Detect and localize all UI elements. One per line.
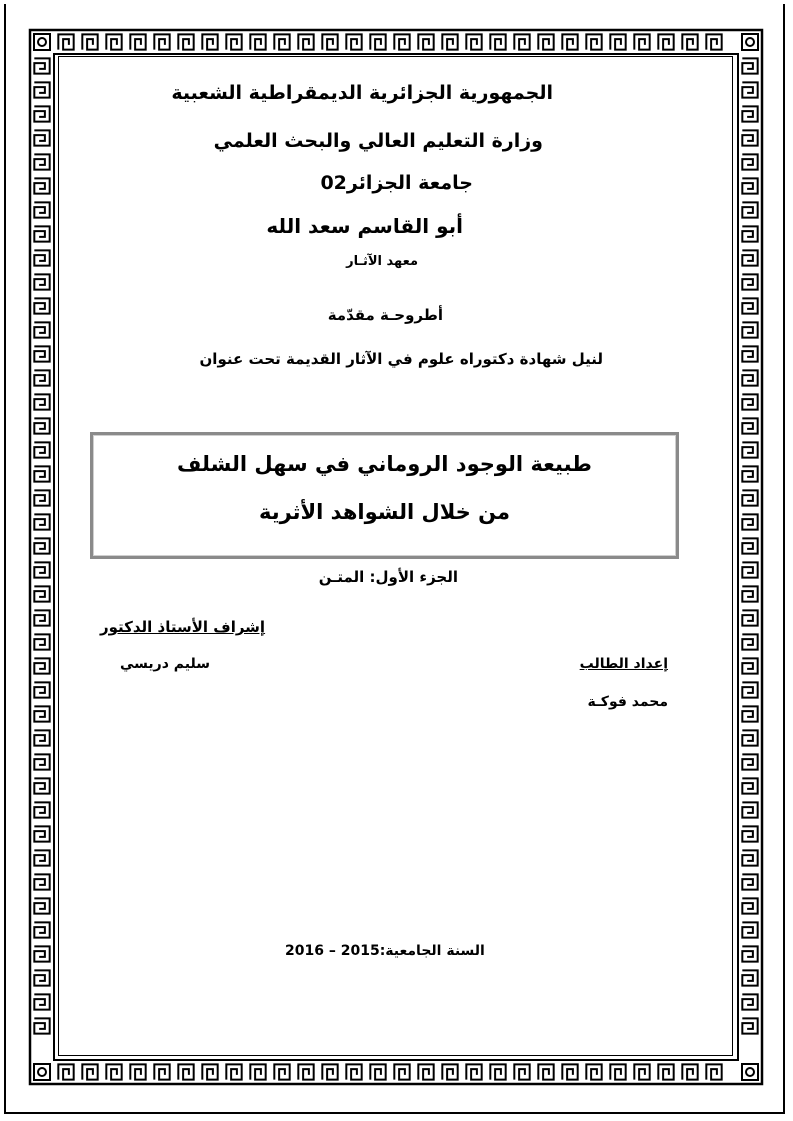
ministry-name: وزارة التعليم العالي والبحث العلمي <box>213 130 543 152</box>
part-label: الجزء الأول: المتـن <box>318 568 458 586</box>
academic-year: السنة الجامعية:2015 – 2016 <box>285 943 485 959</box>
student-name: محمد فوكـة <box>587 694 668 710</box>
university-namesake: أبو القاسم سعد الله <box>266 214 463 238</box>
supervisor-name: سليم دريسي <box>120 656 210 672</box>
institute-name: معهد الآثـار <box>346 254 418 269</box>
thesis-title-line-1: طبيعة الوجود الروماني في سهل الشلف <box>177 452 592 476</box>
supervisor-label: إشراف الأستاذ الدكتور <box>100 618 266 636</box>
republic-name: الجمهورية الجزائرية الديمقراطية الشعبية <box>171 82 553 104</box>
university-name: جامعة الجزائر02 <box>320 172 473 194</box>
thesis-label: أطروحـة مقدّمة <box>327 306 443 324</box>
degree-statement: لنيل شهادة دكتوراه علوم في الآثار القديمة تحت عنوان <box>199 350 603 368</box>
student-label: إعداد الطالب <box>579 656 668 672</box>
thesis-title-line-2: من خلال الشواهد الأثرية <box>258 500 511 524</box>
